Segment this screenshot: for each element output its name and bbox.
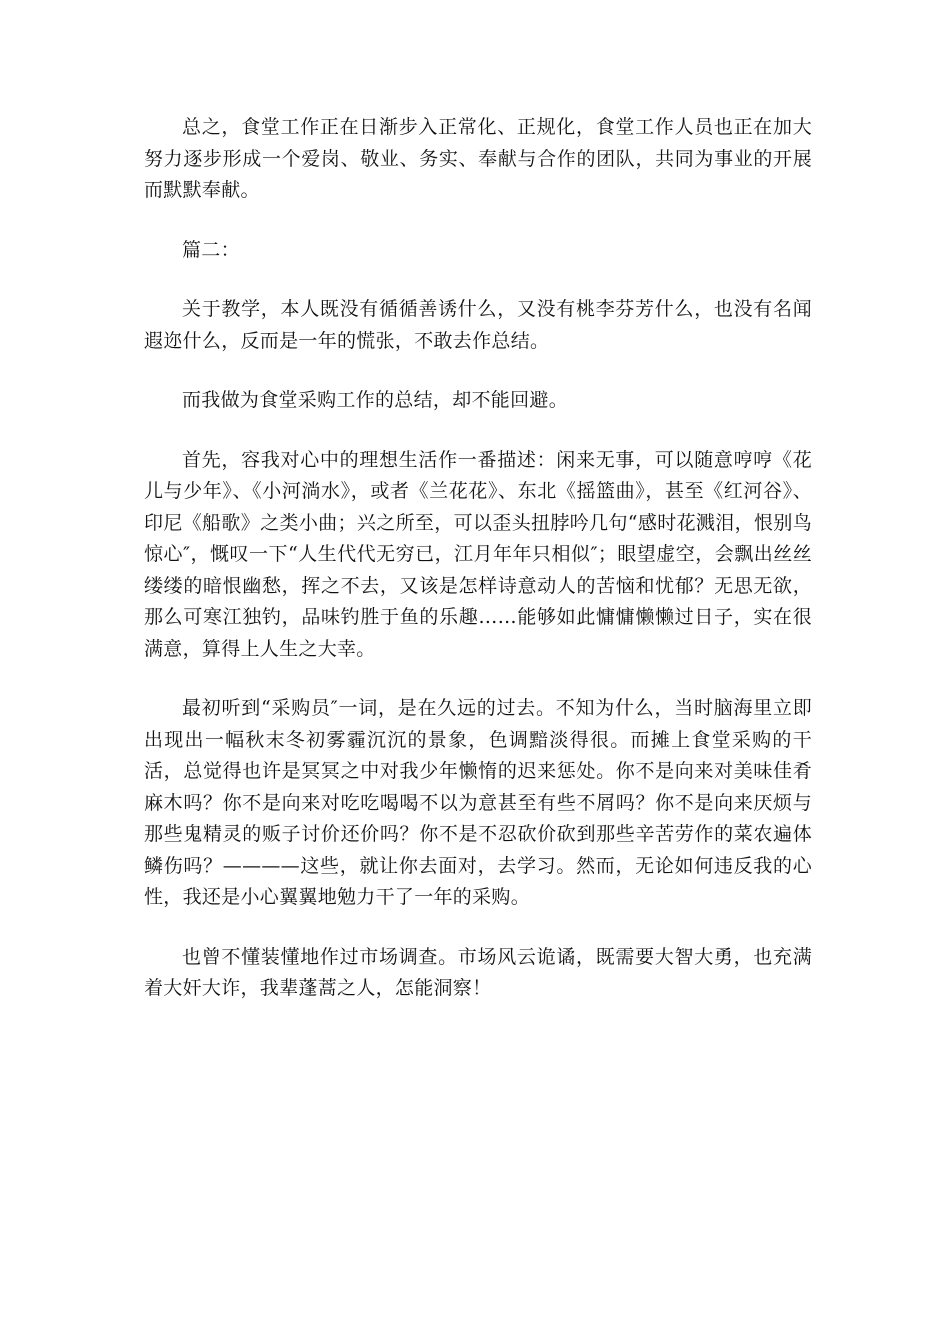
paragraph-purchasing-summary: 而我做为食堂采购工作的总结，却不能回避。 [182, 389, 569, 411]
paragraph-market-survey: 也曾不懂装懂地作过市场调查。市场风云诡谲，既需要大智大勇，也充满着大奸大诈，我辈蓬蒿之人，怎能洞察！ [144, 945, 812, 999]
paragraph-teaching: 关于教学，本人既没有循循善诱什么，又没有桃李芬芳什么，也没有名闻遐迩什么，反而是一年的慌张，不敢去作总结。 [144, 298, 812, 352]
paragraph-conclusion: 总之，食堂工作正在日渐步入正常化、正规化，食堂工作人员也正在加大努力逐步形成一个爱岗、敬业、务实、奉献与合作的团队，共同为事业的开展而默默奉献。 [144, 116, 812, 201]
paragraph-ideal-life: 首先，容我对心中的理想生活作一番描述：闲来无事，可以随意哼哼《花儿与少年》、《小河淌水》，或者《兰花花》、东北《摇篮曲》，甚至《红河谷》、印尼《船歌》之类小曲；兴之所至，可以歪头扭脖吟几句“感时花溅泪，恨别鸟惊心″，慨叹一下“人生代代无穷已，江月年年只相似″；眼望虚空，会飘出丝丝缕缕的暗恨幽愁，挥之不去，又该是怎样诗意动人的苦恼和忧郁？无思无欲，那么可寒江独钓，品味钓胜于鱼的乐趣……能够如此慵慵懒懒过日子，实在很满意，算得上人生之大幸。 [144, 448, 812, 660]
paragraph-purchaser-memory: 最初听到“采购员″一词，是在久远的过去。不知为什么，当时脑海里立即出现出一幅秋末冬初雾霾沉沉的景象，色调黯淡得很。而摊上食堂采购的干活，总觉得也许是冥冥之中对我少年懒惰的迟来惩处。你不是向来对美味佳肴麻木吗？你不是向来对吃吃喝喝不以为意甚至有些不屑吗？你不是向来厌烦与那些鬼精灵的贩子讨价还价吗？你不是不忍砍价砍到那些辛苦劳作的菜农遍体鳞伤吗？————这些，就让你去面对，去学习。然而，无论如何违反我的心性，我还是小心翼翼地勉力干了一年的采购。 [144, 697, 812, 908]
document-body [144, 112, 812, 1033]
section-heading: 篇二： [182, 238, 240, 261]
